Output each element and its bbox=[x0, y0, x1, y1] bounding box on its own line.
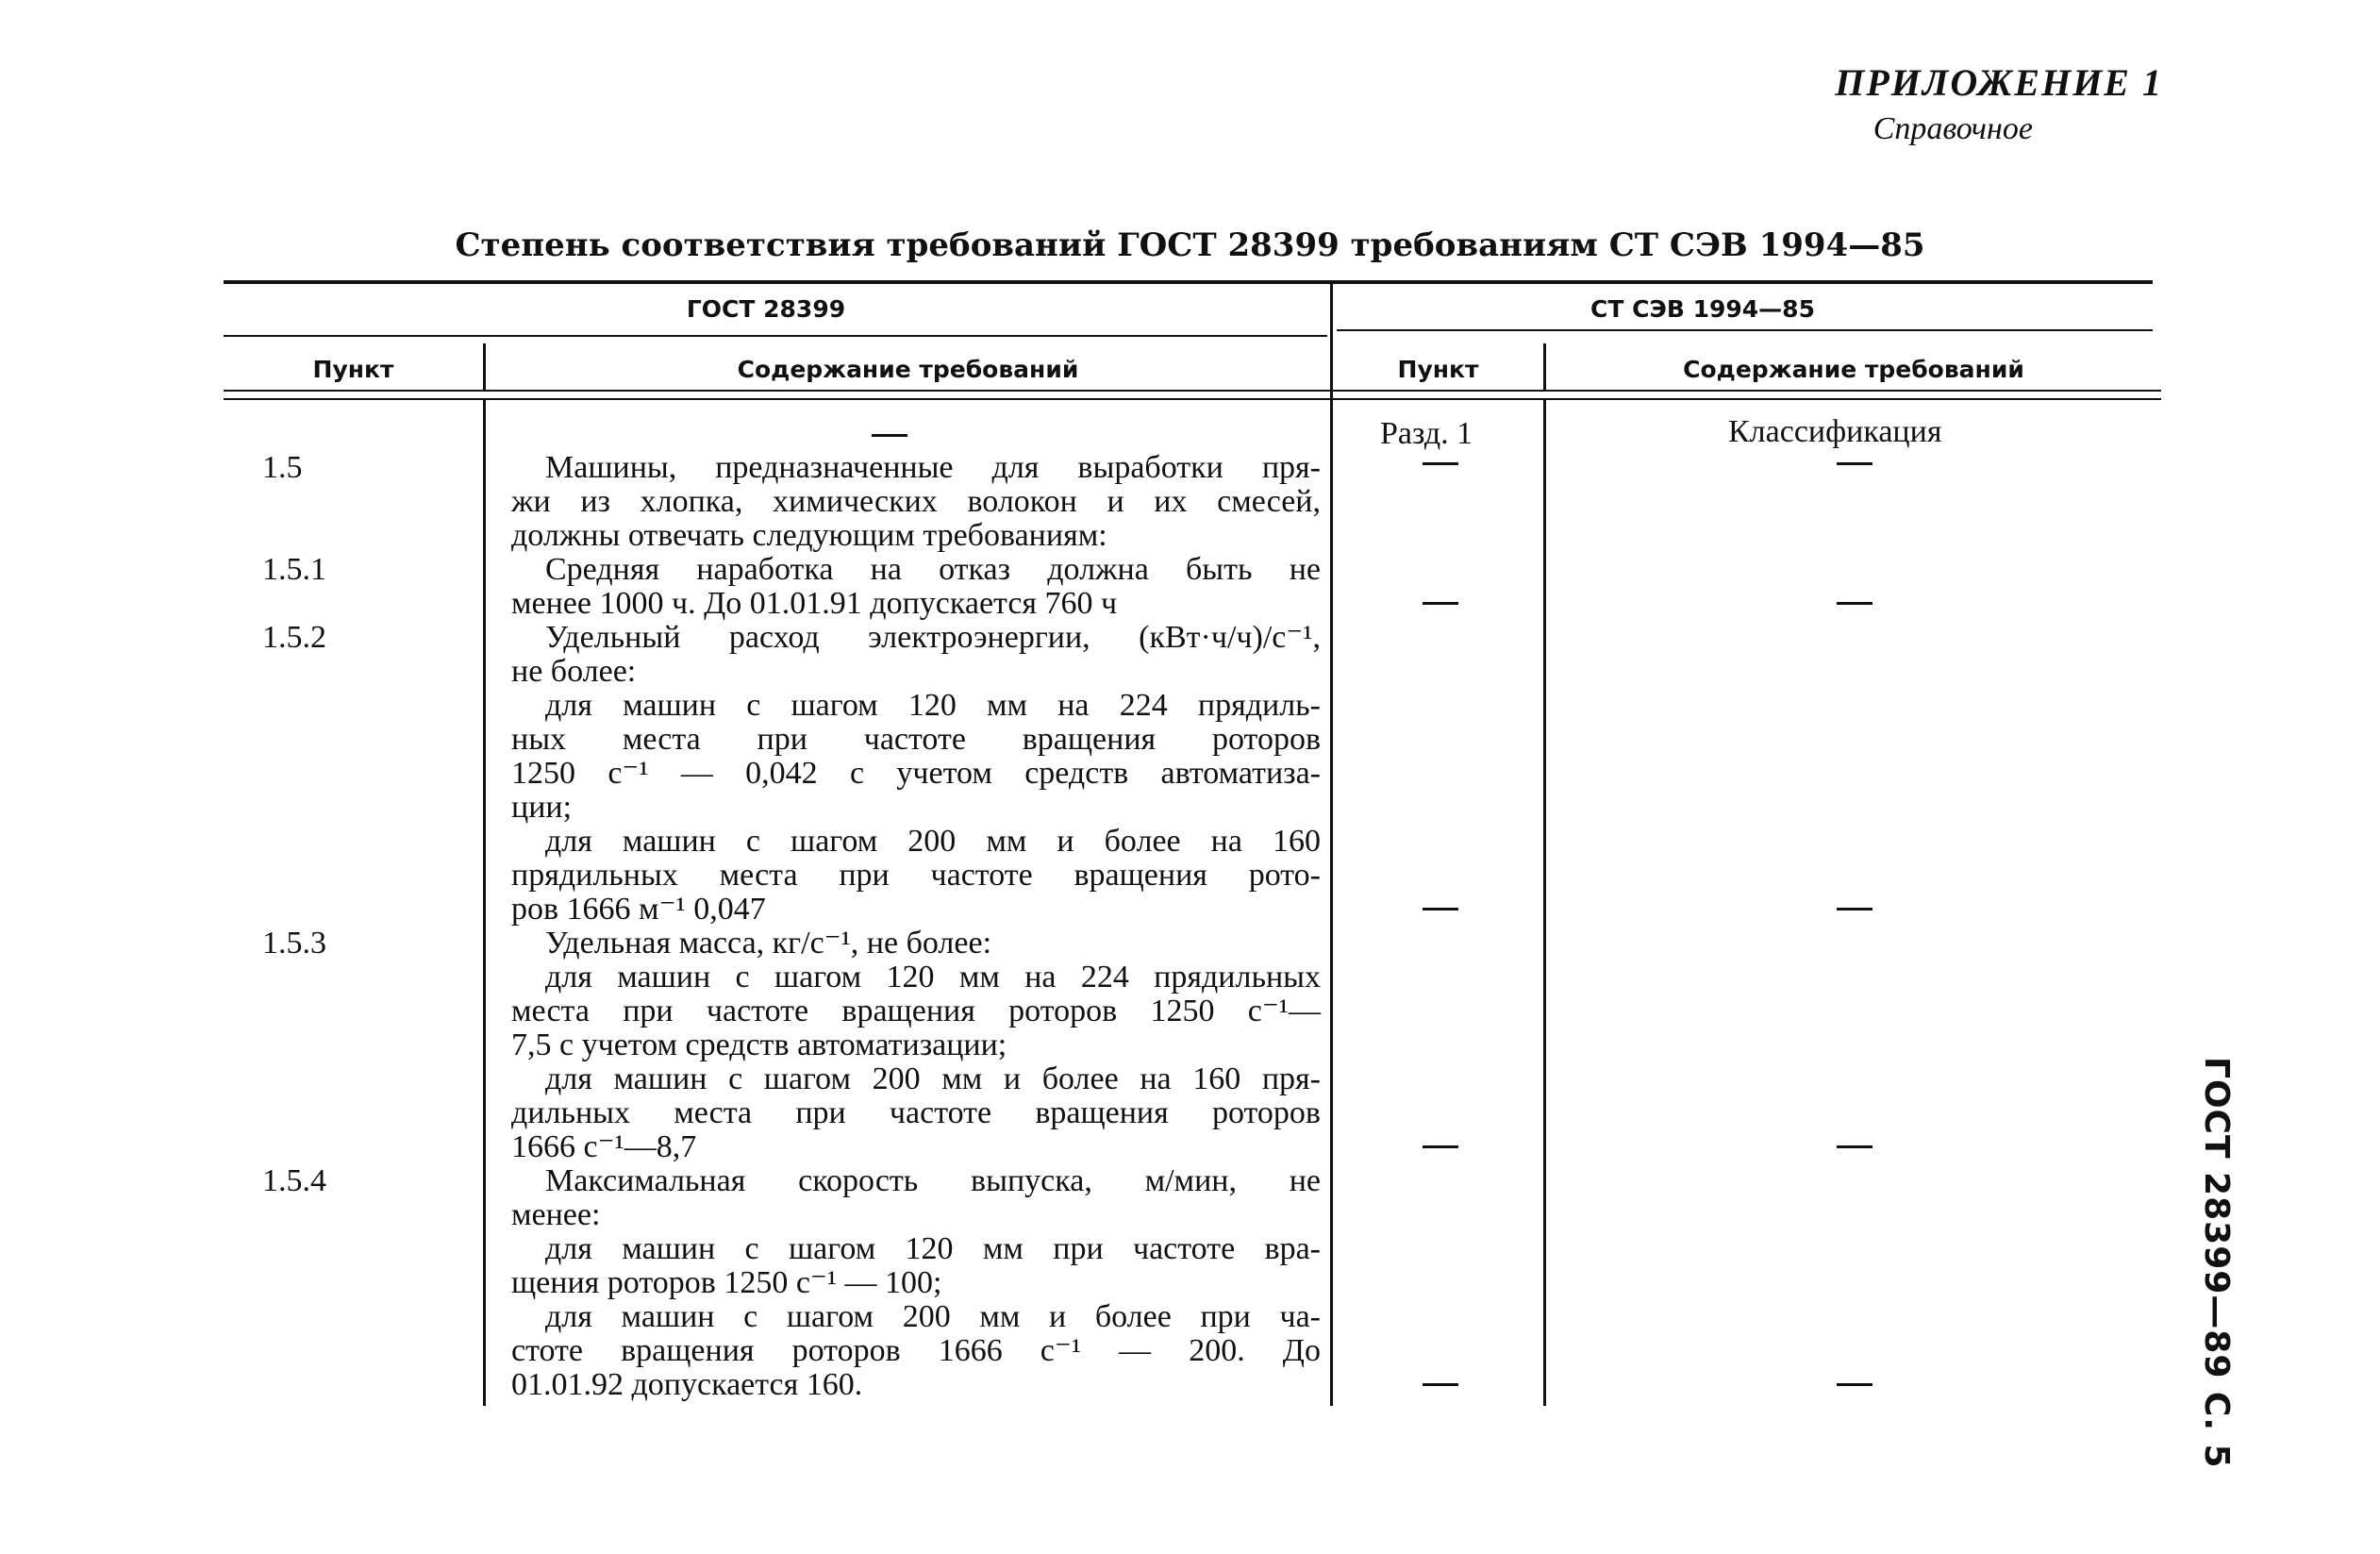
content-gost-r5-line5: для машин с шагом 200 мм и более при ча- bbox=[545, 1299, 1321, 1334]
content-gost-r3-line6: ции; bbox=[511, 790, 573, 825]
dash-punkt-sev-r0 bbox=[1423, 462, 1458, 465]
content-gost-r4-line2: для машин с шагом 120 мм на 224 прядильных bbox=[545, 960, 1321, 994]
side-label-document-number: ГОСТ 28399—89 С. 5 bbox=[2197, 1057, 2236, 1469]
header-punkt-sev: Пункт bbox=[1397, 356, 1479, 383]
punkt-gost-r2: 1.5.1 bbox=[262, 552, 326, 587]
content-gost-r2-line2: менее 1000 ч. До 01.01.91 допускается 760 ч bbox=[511, 586, 1118, 621]
content-gost-r4-line4: 7,5 с учетом средств автоматизации; bbox=[511, 1028, 1007, 1062]
content-gost-r4-line7: 1666 с⁻¹—8,7 bbox=[511, 1129, 697, 1164]
divider-sev-punkt-content-body bbox=[1543, 400, 1546, 1406]
content-gost-r5-line2: менее: bbox=[511, 1197, 601, 1232]
punkt-gost-r3: 1.5.2 bbox=[262, 620, 326, 655]
divider-gost-sev bbox=[1330, 283, 1333, 1406]
content-gost-r1-line3: должны отвечать следующим требованиям: bbox=[511, 518, 1107, 553]
header-gost: ГОСТ 28399 bbox=[686, 295, 846, 323]
table-title: Степень соответствия требований ГОСТ 28399 требованиям СТ СЭВ 1994—85 bbox=[455, 226, 1925, 264]
dash-content-sev-r0 bbox=[1837, 462, 1872, 465]
content-gost-r1-line1: Машины, предназначенные для выработки пря- bbox=[545, 450, 1321, 485]
header-bottom-rule-1 bbox=[224, 390, 2161, 392]
content-gost-r5-line1: Максимальная скорость выпуска, м/мин, не bbox=[545, 1163, 1321, 1198]
punkt-gost-r1: 1.5 bbox=[262, 450, 303, 485]
header-split-rule-left bbox=[224, 335, 1327, 337]
content-gost-r1-line2: жи из хлопка, химических волокон и их смесей, bbox=[511, 484, 1321, 519]
header-content-gost: Содержание требований bbox=[737, 356, 1079, 383]
appendix-title: ПРИЛОЖЕНИЕ 1 bbox=[1835, 61, 2163, 104]
dash-content-sev-r5 bbox=[1837, 1383, 1872, 1386]
content-gost-r4-line5: для машин с шагом 200 мм и более на 160 пря- bbox=[545, 1061, 1321, 1096]
content-sev-r0: Классификация bbox=[1728, 414, 1942, 449]
table-top-rule bbox=[224, 280, 2153, 284]
dash-gost-r0 bbox=[872, 434, 907, 437]
content-gost-r5-line7: 01.01.92 допускается 160. bbox=[511, 1367, 863, 1402]
dash-punkt-sev-r4 bbox=[1423, 1145, 1458, 1148]
content-gost-r4-line1: Удельная масса, кг/с⁻¹, не более: bbox=[545, 926, 992, 961]
header-bottom-rule-2 bbox=[224, 398, 2161, 400]
divider-punkt-content-body bbox=[483, 400, 486, 1406]
dash-content-sev-r4 bbox=[1837, 1145, 1872, 1148]
dash-punkt-sev-r3 bbox=[1423, 908, 1458, 911]
punkt-gost-r4: 1.5.3 bbox=[262, 926, 326, 961]
dash-content-sev-r3 bbox=[1837, 908, 1872, 911]
content-gost-r5-line6: стоте вращения роторов 1666 с⁻¹ — 200. До bbox=[511, 1333, 1321, 1368]
punkt-sev-r0: Разд. 1 bbox=[1380, 416, 1473, 451]
content-gost-r3-line1: Удельный расход электроэнергии, (кВт·ч/ч)/с⁻¹, bbox=[545, 620, 1321, 655]
content-gost-r3-line9: ров 1666 м⁻¹ 0,047 bbox=[511, 892, 766, 927]
content-gost-r3-line3: для машин с шагом 120 мм на 224 прядиль- bbox=[545, 688, 1321, 723]
header-punkt-gost: Пункт bbox=[312, 356, 394, 383]
header-content-sev: Содержание требований bbox=[1683, 356, 2024, 383]
appendix-subtitle: Справочное bbox=[1872, 111, 2033, 146]
content-gost-r3-line2: не более: bbox=[511, 654, 637, 689]
dash-punkt-sev-r2 bbox=[1423, 602, 1458, 605]
header-split-rule-right bbox=[1337, 329, 2153, 331]
content-gost-r4-line3: места при частоте вращения роторов 1250 с⁻¹— bbox=[511, 994, 1321, 1028]
dash-punkt-sev-r5 bbox=[1423, 1383, 1458, 1386]
header-st-sev: СТ СЭВ 1994—85 bbox=[1590, 295, 1815, 323]
content-gost-r2-line1: Средняя наработка на отказ должна быть не bbox=[545, 552, 1321, 587]
content-gost-r3-line7: для машин с шагом 200 мм и более на 160 bbox=[545, 824, 1321, 859]
content-gost-r3-line4: ных места при частоте вращения роторов bbox=[511, 722, 1321, 757]
content-gost-r5-line3: для машин с шагом 120 мм при частоте вра- bbox=[545, 1231, 1321, 1266]
content-gost-r3-line8: прядильных места при частоте вращения рото- bbox=[511, 858, 1321, 893]
content-gost-r5-line4: щения роторов 1250 с⁻¹ — 100; bbox=[511, 1265, 942, 1300]
content-gost-r4-line6: дильных места при частоте вращения роторов bbox=[511, 1095, 1321, 1130]
dash-content-sev-r2 bbox=[1837, 602, 1872, 605]
punkt-gost-r5: 1.5.4 bbox=[262, 1163, 326, 1198]
content-gost-r3-line5: 1250 с⁻¹ — 0,042 с учетом средств автоматиза- bbox=[511, 756, 1321, 791]
